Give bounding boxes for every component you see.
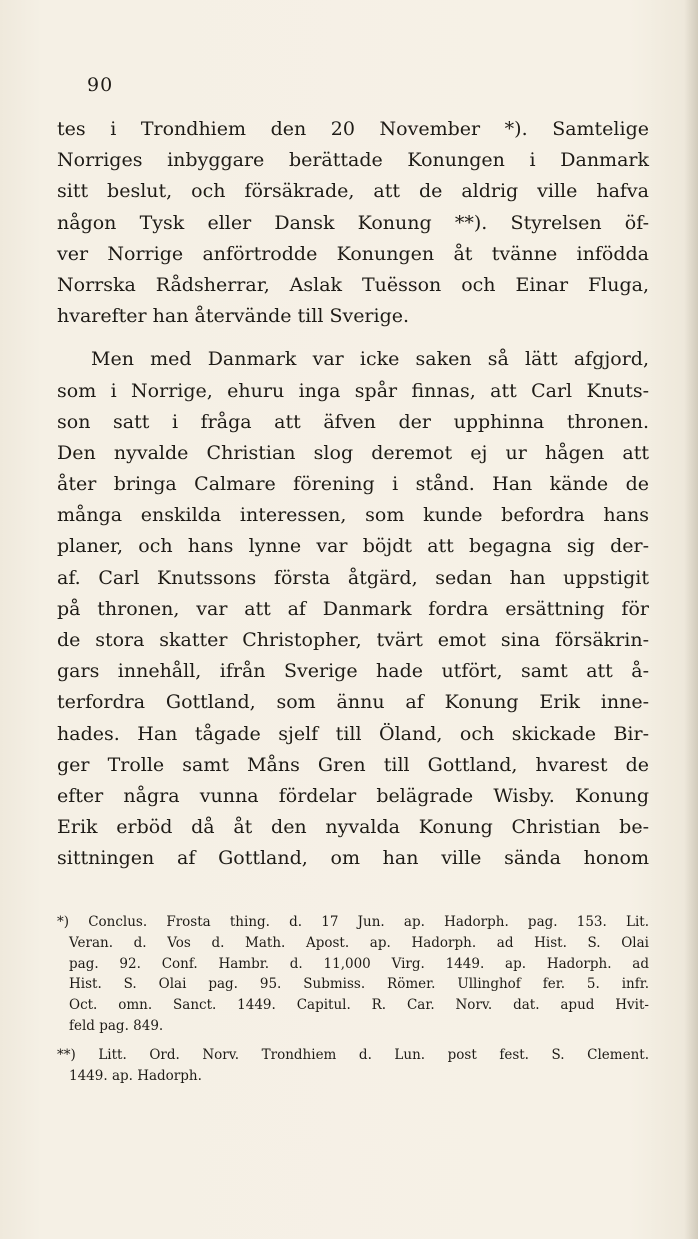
page-number: 90 xyxy=(87,74,114,96)
footnote-line-7: **) Litt. Ord. Norv. Trondhiem d. Lun. post fest. S. Clement. xyxy=(57,1046,649,1063)
main-text xyxy=(57,114,649,875)
text-line-12: åter bringa Calmare förening i stånd. Han kände de xyxy=(57,473,649,496)
footnotes xyxy=(57,912,649,1086)
text-line-6: Norrska Rådsherrar, Aslak Tuësson och Einar Fluga, xyxy=(57,273,649,296)
footnote-line-6: feld pag. 849. xyxy=(69,1017,164,1034)
text-line-1: tes i Trondhiem den 20 November *). Samtelige xyxy=(57,118,649,140)
footnote-line-3: pag. 92. Conf. Hambr. d. 11,000 Virg. 1449. ap. Hadorph. ad xyxy=(69,955,649,972)
text-line-11: Den nyvalde Christian slog deremot ej ur hågen att xyxy=(57,441,649,464)
text-line-24: sittningen af Gottland, om han ville sända honom xyxy=(57,847,649,870)
footnote-line-5: Oct. omn. Sanct. 1449. Capitul. R. Car. Norv. dat. apud Hvit- xyxy=(69,997,649,1014)
text-line-14: planer, och hans lynne var böjdt att begagna sig der- xyxy=(57,535,649,558)
text-line-4: någon Tysk eller Dansk Konung **). Styrelsen öf- xyxy=(57,211,649,234)
text-line-7: hvarefter han återvände till Sverige. xyxy=(57,305,410,328)
text-line-16: på thronen, var att af Danmark fordra ersättning för xyxy=(57,597,649,620)
footnote-gap xyxy=(57,1037,649,1045)
page-spine-shadow xyxy=(684,0,698,1239)
text-line-5: ver Norrige anförtrodde Konungen åt tvänne infödda xyxy=(57,242,649,265)
text-line-8: Men med Danmark var icke saken så lätt afgjord, xyxy=(91,348,649,371)
footnote-line-1: *) Conclus. Frosta thing. d. 17 Jun. ap. Hadorph. pag. 153. Lit. xyxy=(57,914,649,930)
text-line-17: de stora skatter Christopher, tvärt emot sina försäkrin- xyxy=(57,629,649,651)
text-line-22: efter några vunna fördelar belägrade Wisby. Konung xyxy=(57,784,649,807)
text-line-18: gars innehåll, ifrån Sverige hade utfört, samt att å- xyxy=(57,660,649,683)
text-line-19: terfordra Gottland, som ännu af Konung Erik inne- xyxy=(57,691,649,714)
text-line-2: Norriges inbyggare berättade Konungen i Danmark xyxy=(57,149,649,172)
paragraph-gap xyxy=(57,332,649,344)
text-line-3: sitt beslut, och försäkrade, att de aldrig ville hafva xyxy=(57,180,649,203)
text-line-9: som i Norrige, ehuru inga spår finnas, att Carl Knuts- xyxy=(57,379,649,402)
text-line-21: ger Trolle samt Måns Gren till Gottland, hvarest de xyxy=(57,753,649,776)
text-line-20: hades. Han tågade sjelf till Öland, och skickade Bir- xyxy=(57,722,649,745)
text-line-23: Erik erböd då åt den nyvalda Konung Christian be- xyxy=(57,816,649,839)
text-line-15: af. Carl Knutssons första åtgärd, sedan han uppstigit xyxy=(57,566,649,589)
text-line-13: många enskilda interessen, som kunde befordra hans xyxy=(57,504,649,527)
footnote-line-8: 1449. ap. Hadorph. xyxy=(69,1067,202,1084)
footnote-line-2: Veran. d. Vos d. Math. Apost. ap. Hadorph. ad Hist. S. Olai xyxy=(69,934,649,951)
footnote-line-4: Hist. S. Olai pag. 95. Submiss. Römer. Ullinghof fer. 5. infr. xyxy=(69,976,649,993)
text-line-10: son satt i fråga att äfven der upphinna thronen. xyxy=(57,410,649,433)
